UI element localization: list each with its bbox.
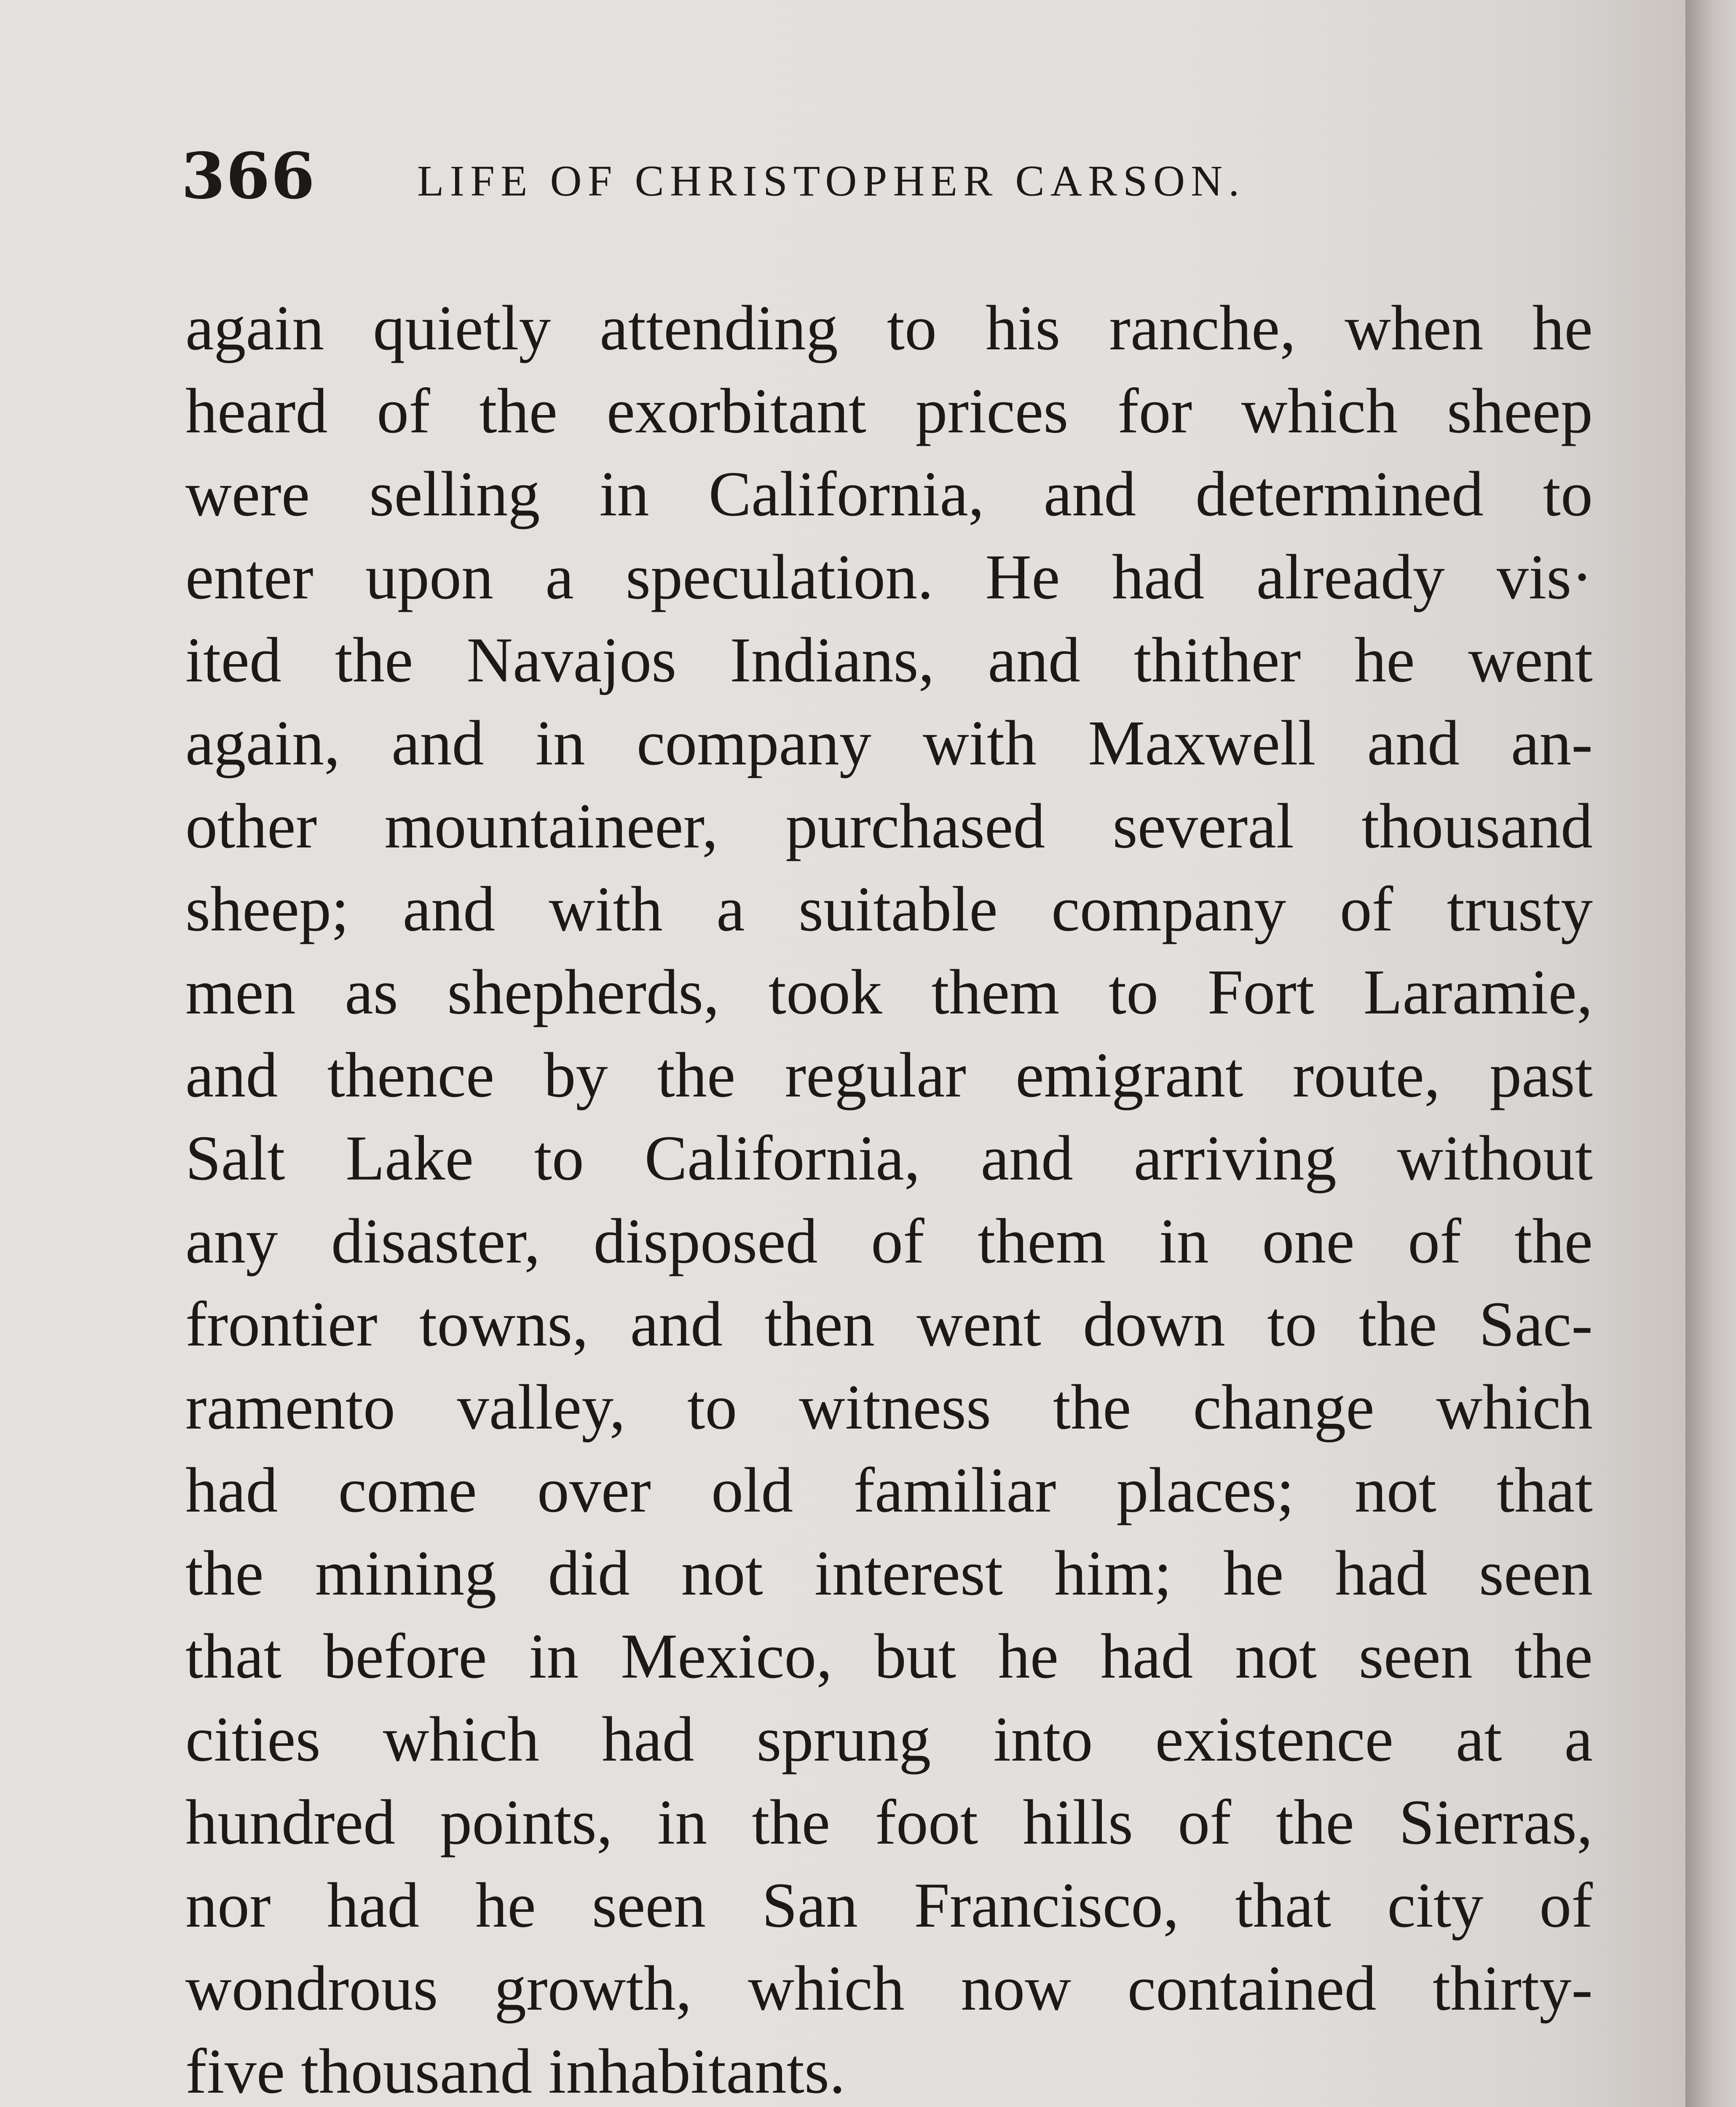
page-number: 366: [181, 139, 316, 213]
text-line: again, and in company with Maxwell and an-: [185, 708, 1593, 778]
text-line: were selling in California, and determined to: [185, 458, 1593, 529]
text-line: ited the Navajos Indians, and thither he went: [185, 625, 1593, 695]
text-line: and thence by the regular emigrant route, past: [185, 1040, 1593, 1110]
text-line: men as shepherds, took them to Fort Laramie,: [185, 957, 1593, 1027]
text-line: Salt Lake to California, and arriving without: [185, 1123, 1593, 1193]
text-line: cities which had sprung into existence at a: [185, 1704, 1593, 1775]
text-line: enter upon a speculation. He had already vis·: [185, 541, 1593, 612]
running-head: [181, 139, 1403, 223]
book-binding-edge: [1685, 0, 1736, 2107]
text-line: sheep; and with a suitable company of trusty: [185, 874, 1593, 944]
text-line: other mountaineer, purchased several thousand: [185, 791, 1593, 861]
text-line: heard of the exorbitant prices for which sheep: [185, 375, 1593, 446]
text-line: ramento valley, to witness the change which: [185, 1372, 1593, 1442]
text-line: that before in Mexico, but he had not seen the: [185, 1621, 1593, 1691]
text-line: wondrous growth, which now contained thirty-: [185, 1953, 1593, 2024]
text-line: had come over old familiar places; not that: [185, 1455, 1593, 1525]
text-line: frontier towns, and then went down to the Sac-: [185, 1289, 1593, 1359]
text-line: the mining did not interest him; he had seen: [185, 1538, 1593, 1608]
text-line: five thousand inhabitants.: [185, 2036, 846, 2107]
text-line: hundred points, in the foot hills of the Sierras,: [185, 1787, 1593, 1858]
text-line: again quietly attending to his ranche, when he: [185, 292, 1593, 363]
body-text: [185, 287, 1593, 2107]
running-title: LIFE OF CHRISTOPHER CARSON.: [417, 157, 1246, 205]
paragraph: [185, 287, 1593, 2107]
text-line: any disaster, disposed of them in one of the: [185, 1206, 1593, 1276]
text-line: nor had he seen San Francisco, that city of: [185, 1870, 1593, 1941]
